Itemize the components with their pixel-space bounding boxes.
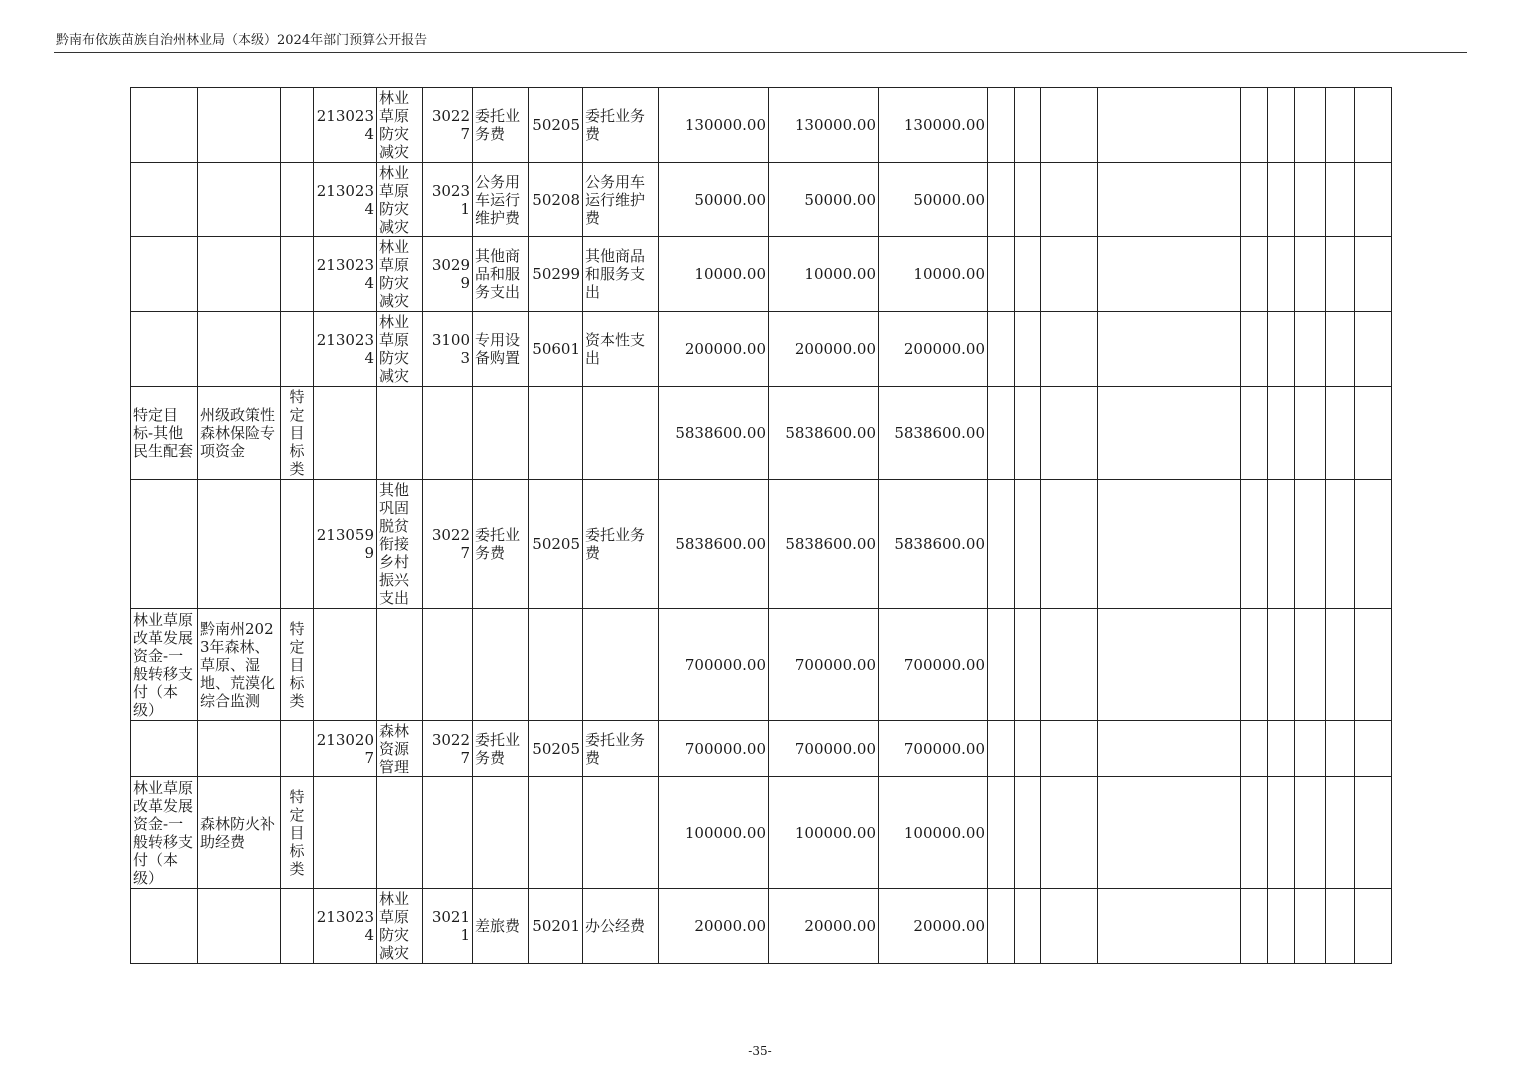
function-code-cell: 2130234	[314, 312, 377, 387]
empty-cell	[1295, 721, 1326, 777]
empty-cell	[988, 721, 1015, 777]
table-row	[131, 387, 1392, 480]
project-name-cell	[198, 889, 281, 964]
empty-cell	[988, 237, 1015, 312]
empty-cell	[1295, 480, 1326, 609]
gov-economic-code-cell: 50205	[529, 88, 583, 163]
project-type-cell	[281, 88, 314, 163]
function-name-cell: 林业草原防灾减灾	[377, 163, 423, 237]
current-year-cell: 100000.00	[879, 777, 988, 889]
empty-cell	[1041, 163, 1098, 237]
empty-cell	[1041, 889, 1098, 964]
empty-cell	[1015, 312, 1041, 387]
function-name-cell	[377, 777, 423, 889]
empty-cell	[1098, 237, 1241, 312]
empty-cell	[1015, 480, 1041, 609]
empty-cell	[1268, 88, 1295, 163]
gov-economic-name-cell: 办公经费	[583, 889, 659, 964]
empty-cell	[1355, 721, 1392, 777]
table-row	[131, 777, 1392, 889]
empty-cell	[1295, 237, 1326, 312]
empty-cell	[1098, 609, 1241, 721]
project-type-cell	[281, 163, 314, 237]
economic-name-cell	[473, 777, 529, 889]
function-name-cell: 森林资源管理	[377, 721, 423, 777]
current-year-cell: 700000.00	[879, 609, 988, 721]
general-budget-cell: 130000.00	[769, 88, 879, 163]
project-name-cell	[198, 88, 281, 163]
empty-cell	[1295, 889, 1326, 964]
project-category-cell: 特定目标-其他民生配套	[131, 387, 198, 480]
gov-economic-code-cell: 50205	[529, 721, 583, 777]
empty-cell	[1295, 312, 1326, 387]
empty-cell	[1241, 889, 1268, 964]
empty-cell	[988, 88, 1015, 163]
project-name-cell: 州级政策性森林保险专项资金	[198, 387, 281, 480]
table-row	[131, 312, 1392, 387]
total-amount-cell: 5838600.00	[659, 387, 769, 480]
empty-cell	[1098, 163, 1241, 237]
project-name-cell	[198, 721, 281, 777]
function-name-cell: 林业草原防灾减灾	[377, 889, 423, 964]
empty-cell	[1268, 312, 1295, 387]
table-body	[131, 88, 1392, 964]
empty-cell	[1268, 387, 1295, 480]
project-type-cell: 特定目标类	[281, 387, 314, 480]
empty-cell	[1241, 237, 1268, 312]
gov-economic-name-cell: 委托业务费	[583, 480, 659, 609]
economic-name-cell	[473, 387, 529, 480]
economic-code-cell: 30227	[423, 721, 473, 777]
project-category-cell	[131, 312, 198, 387]
total-amount-cell: 130000.00	[659, 88, 769, 163]
project-name-cell: 森林防火补助经费	[198, 777, 281, 889]
empty-cell	[1098, 480, 1241, 609]
empty-cell	[988, 163, 1015, 237]
general-budget-cell: 50000.00	[769, 163, 879, 237]
economic-name-cell: 委托业务费	[473, 480, 529, 609]
function-name-cell: 林业草原防灾减灾	[377, 88, 423, 163]
gov-economic-name-cell: 委托业务费	[583, 88, 659, 163]
gov-economic-code-cell: 50299	[529, 237, 583, 312]
project-type-cell: 特定目标类	[281, 777, 314, 889]
gov-economic-code-cell	[529, 387, 583, 480]
project-name-cell	[198, 312, 281, 387]
project-category-cell	[131, 721, 198, 777]
general-budget-cell: 200000.00	[769, 312, 879, 387]
total-amount-cell: 100000.00	[659, 777, 769, 889]
function-code-cell: 2130234	[314, 88, 377, 163]
current-year-cell: 700000.00	[879, 721, 988, 777]
economic-name-cell: 公务用车运行维护费	[473, 163, 529, 237]
empty-cell	[1355, 387, 1392, 480]
function-code-cell: 2130234	[314, 889, 377, 964]
empty-cell	[1241, 480, 1268, 609]
empty-cell	[1326, 237, 1355, 312]
empty-cell	[1268, 777, 1295, 889]
empty-cell	[1355, 163, 1392, 237]
function-code-cell	[314, 387, 377, 480]
empty-cell	[1326, 387, 1355, 480]
economic-code-cell	[423, 609, 473, 721]
empty-cell	[1326, 88, 1355, 163]
empty-cell	[1041, 721, 1098, 777]
empty-cell	[988, 889, 1015, 964]
empty-cell	[1015, 88, 1041, 163]
empty-cell	[1015, 889, 1041, 964]
page-number: -35-	[748, 1044, 772, 1058]
function-code-cell	[314, 777, 377, 889]
empty-cell	[1326, 312, 1355, 387]
total-amount-cell: 200000.00	[659, 312, 769, 387]
page-header: 黔南布依族苗族自治州林业局（本级）2024年部门预算公开报告	[56, 33, 428, 48]
empty-cell	[1268, 163, 1295, 237]
general-budget-cell: 5838600.00	[769, 387, 879, 480]
function-code-cell: 2130207	[314, 721, 377, 777]
function-name-cell: 林业草原防灾减灾	[377, 237, 423, 312]
empty-cell	[1355, 237, 1392, 312]
gov-economic-code-cell	[529, 777, 583, 889]
project-name-cell	[198, 480, 281, 609]
empty-cell	[1015, 387, 1041, 480]
function-code-cell: 2130234	[314, 237, 377, 312]
empty-cell	[1295, 88, 1326, 163]
empty-cell	[1355, 312, 1392, 387]
project-name-cell	[198, 163, 281, 237]
total-amount-cell: 700000.00	[659, 721, 769, 777]
empty-cell	[1326, 889, 1355, 964]
gov-economic-code-cell	[529, 609, 583, 721]
project-category-cell: 林业草原改革发展资金-一般转移支付（本级）	[131, 777, 198, 889]
project-category-cell	[131, 88, 198, 163]
function-name-cell: 林业草原防灾减灾	[377, 312, 423, 387]
empty-cell	[1098, 889, 1241, 964]
project-name-cell	[198, 237, 281, 312]
current-year-cell: 200000.00	[879, 312, 988, 387]
general-budget-cell: 700000.00	[769, 609, 879, 721]
economic-code-cell	[423, 387, 473, 480]
empty-cell	[1268, 480, 1295, 609]
empty-cell	[1015, 777, 1041, 889]
economic-name-cell: 委托业务费	[473, 88, 529, 163]
gov-economic-name-cell: 委托业务费	[583, 721, 659, 777]
empty-cell	[1295, 609, 1326, 721]
economic-name-cell: 差旅费	[473, 889, 529, 964]
empty-cell	[988, 480, 1015, 609]
budget-table	[130, 87, 1392, 964]
project-category-cell	[131, 163, 198, 237]
project-category-cell	[131, 237, 198, 312]
empty-cell	[1041, 312, 1098, 387]
gov-economic-name-cell	[583, 387, 659, 480]
economic-code-cell: 30227	[423, 480, 473, 609]
economic-name-cell: 专用设备购置	[473, 312, 529, 387]
empty-cell	[1241, 312, 1268, 387]
empty-cell	[1326, 777, 1355, 889]
project-category-cell: 林业草原改革发展资金-一般转移支付（本级）	[131, 609, 198, 721]
header-rule	[54, 52, 1467, 53]
project-type-cell	[281, 721, 314, 777]
empty-cell	[1241, 777, 1268, 889]
empty-cell	[1241, 163, 1268, 237]
empty-cell	[1295, 387, 1326, 480]
empty-cell	[1326, 480, 1355, 609]
current-year-cell: 20000.00	[879, 889, 988, 964]
empty-cell	[1098, 387, 1241, 480]
project-type-cell	[281, 480, 314, 609]
economic-code-cell: 31003	[423, 312, 473, 387]
function-name-cell	[377, 387, 423, 480]
current-year-cell: 5838600.00	[879, 480, 988, 609]
empty-cell	[1355, 609, 1392, 721]
empty-cell	[988, 609, 1015, 721]
economic-name-cell	[473, 609, 529, 721]
project-type-cell	[281, 889, 314, 964]
economic-code-cell: 30231	[423, 163, 473, 237]
project-name-cell: 黔南州2023年森林、草原、湿地、荒漠化综合监测	[198, 609, 281, 721]
general-budget-cell: 5838600.00	[769, 480, 879, 609]
empty-cell	[1268, 609, 1295, 721]
empty-cell	[1015, 721, 1041, 777]
empty-cell	[1041, 480, 1098, 609]
general-budget-cell: 20000.00	[769, 889, 879, 964]
empty-cell	[988, 387, 1015, 480]
gov-economic-name-cell	[583, 777, 659, 889]
table-row	[131, 237, 1392, 312]
empty-cell	[1015, 163, 1041, 237]
empty-cell	[1241, 387, 1268, 480]
empty-cell	[1326, 721, 1355, 777]
function-code-cell: 2130234	[314, 163, 377, 237]
general-budget-cell: 10000.00	[769, 237, 879, 312]
empty-cell	[1015, 237, 1041, 312]
empty-cell	[988, 777, 1015, 889]
gov-economic-name-cell: 资本性支出	[583, 312, 659, 387]
gov-economic-code-cell: 50205	[529, 480, 583, 609]
empty-cell	[1015, 609, 1041, 721]
empty-cell	[1098, 721, 1241, 777]
function-name-cell: 其他巩固脱贫衔接乡村振兴支出	[377, 480, 423, 609]
total-amount-cell: 20000.00	[659, 889, 769, 964]
function-code-cell	[314, 609, 377, 721]
economic-name-cell: 其他商品和服务支出	[473, 237, 529, 312]
empty-cell	[1326, 609, 1355, 721]
empty-cell	[1041, 609, 1098, 721]
gov-economic-code-cell: 50208	[529, 163, 583, 237]
empty-cell	[1355, 480, 1392, 609]
empty-cell	[1295, 777, 1326, 889]
project-category-cell	[131, 480, 198, 609]
total-amount-cell: 700000.00	[659, 609, 769, 721]
project-type-cell	[281, 312, 314, 387]
economic-code-cell	[423, 777, 473, 889]
table-row	[131, 609, 1392, 721]
empty-cell	[1241, 721, 1268, 777]
empty-cell	[1355, 777, 1392, 889]
empty-cell	[1098, 88, 1241, 163]
total-amount-cell: 10000.00	[659, 237, 769, 312]
empty-cell	[1295, 163, 1326, 237]
total-amount-cell: 50000.00	[659, 163, 769, 237]
current-year-cell: 50000.00	[879, 163, 988, 237]
gov-economic-code-cell: 50201	[529, 889, 583, 964]
gov-economic-name-cell	[583, 609, 659, 721]
total-amount-cell: 5838600.00	[659, 480, 769, 609]
empty-cell	[1098, 312, 1241, 387]
project-type-cell: 特定目标类	[281, 609, 314, 721]
table-row	[131, 721, 1392, 777]
economic-code-cell: 30299	[423, 237, 473, 312]
empty-cell	[1041, 237, 1098, 312]
economic-code-cell: 30211	[423, 889, 473, 964]
economic-name-cell: 委托业务费	[473, 721, 529, 777]
empty-cell	[1326, 163, 1355, 237]
table-row	[131, 88, 1392, 163]
empty-cell	[1355, 88, 1392, 163]
economic-code-cell: 30227	[423, 88, 473, 163]
empty-cell	[1098, 777, 1241, 889]
current-year-cell: 10000.00	[879, 237, 988, 312]
empty-cell	[1355, 889, 1392, 964]
project-type-cell	[281, 237, 314, 312]
empty-cell	[1268, 889, 1295, 964]
project-category-cell	[131, 889, 198, 964]
empty-cell	[1241, 609, 1268, 721]
empty-cell	[1041, 387, 1098, 480]
empty-cell	[1268, 721, 1295, 777]
gov-economic-name-cell: 公务用车运行维护费	[583, 163, 659, 237]
general-budget-cell: 700000.00	[769, 721, 879, 777]
gov-economic-name-cell: 其他商品和服务支出	[583, 237, 659, 312]
empty-cell	[1041, 777, 1098, 889]
general-budget-cell: 100000.00	[769, 777, 879, 889]
table-row	[131, 889, 1392, 964]
empty-cell	[1041, 88, 1098, 163]
table-row	[131, 480, 1392, 609]
function-name-cell	[377, 609, 423, 721]
table-row	[131, 163, 1392, 237]
current-year-cell: 130000.00	[879, 88, 988, 163]
empty-cell	[988, 312, 1015, 387]
empty-cell	[1268, 237, 1295, 312]
current-year-cell: 5838600.00	[879, 387, 988, 480]
function-code-cell: 2130599	[314, 480, 377, 609]
empty-cell	[1241, 88, 1268, 163]
gov-economic-code-cell: 50601	[529, 312, 583, 387]
